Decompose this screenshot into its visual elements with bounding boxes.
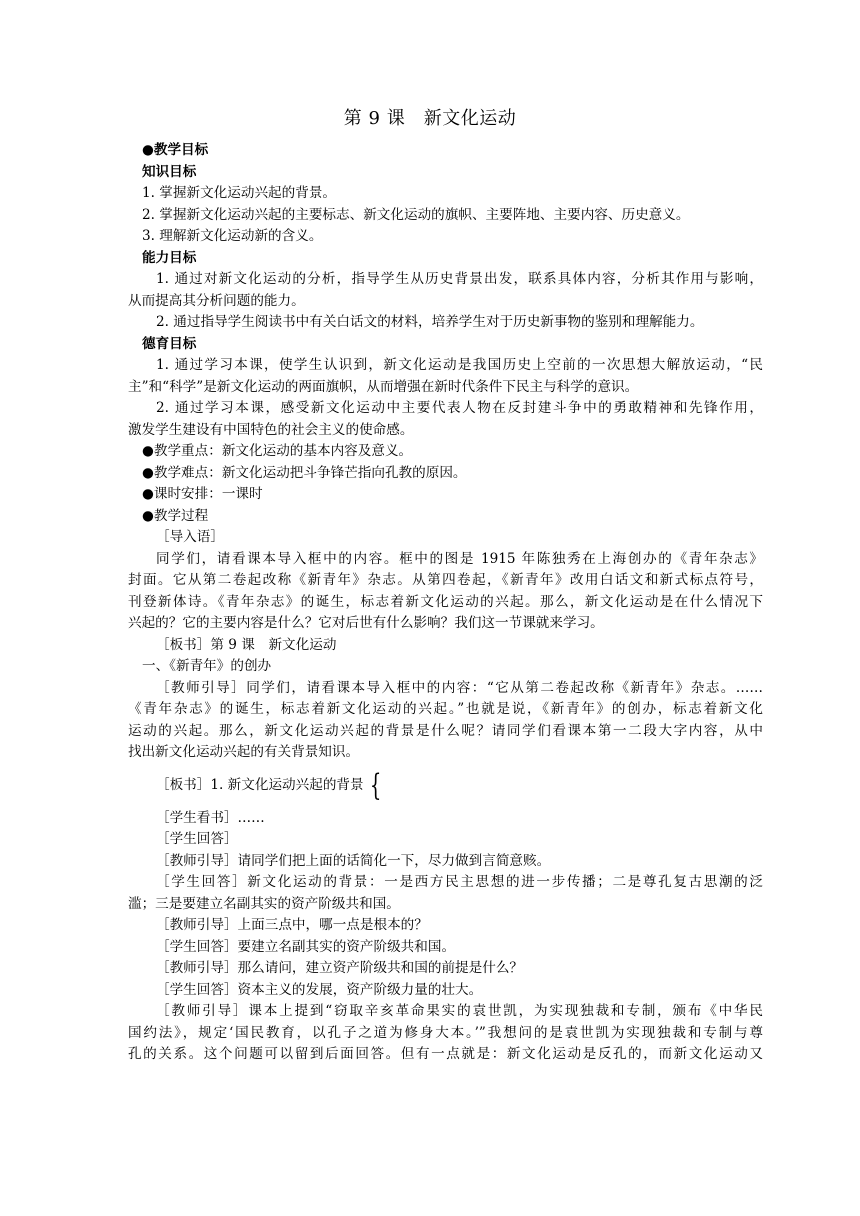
text-line: 兴起的？它的主要内容是什么？它对后世有什么影响？我们这一节课就来学习。 bbox=[128, 615, 604, 631]
text-line: 从而提高其分析问题的能力。 bbox=[128, 292, 305, 309]
text-line: ［学生回答］ bbox=[156, 831, 238, 847]
text-line: ●教学过程 bbox=[142, 507, 209, 524]
text-line: 2. 通过学习本课，感受新文化运动中主要代表人物在反封建斗争中的勇敢精神和先锋作用， bbox=[156, 400, 763, 416]
text-line: 封面。它从第二卷起改称《新青年》杂志。从第四卷起，《新青年》改用白话文和新式标点符号， bbox=[128, 572, 763, 588]
text-line: 运动的兴起。那么，新文化运动兴起的背景是什么呢？请同学们看课本第一二段大字内容，从中 bbox=[128, 722, 763, 739]
text-line: 《青年杂志》的诞生，标志着新文化运动的兴起。”也就是说，《新青年》的创办，标志着新文化 bbox=[128, 701, 763, 717]
text-line: ［学生回答］要建立名副其实的资产阶级共和国。 bbox=[156, 938, 456, 955]
text-line: ［教师引导］上面三点中，哪一点是根本的？ bbox=[156, 917, 428, 933]
text-line: 激发学生建设有中国特色的社会主义的使命感。 bbox=[128, 421, 414, 438]
text-line: 一、《新青年》的创办 bbox=[142, 658, 272, 674]
text-line: 找出新文化运动兴起的有关背景知识。 bbox=[128, 744, 360, 760]
text-line: 1. 掌握新文化运动兴起的背景。 bbox=[142, 185, 337, 201]
text-line: ●教学难点：新文化运动把斗争锋芒指向孔教的原因。 bbox=[142, 464, 467, 481]
text-line: 国约法》，规定‘国民教育，以孔子之道为修身大本。’”我想问的是袁世凯为实现独裁和专制与尊 bbox=[128, 1024, 763, 1041]
text-line: ［导入语］ bbox=[156, 529, 224, 545]
brace-icon: { bbox=[369, 767, 381, 803]
text-line: 2. 掌握新文化运动兴起的主要标志、新文化运动的旗帜、主要阵地、主要内容、历史意义。 bbox=[142, 206, 690, 223]
text-line: 刊登新体诗。《青年杂志》的诞生，标志着新文化运动的兴起。那么，新文化运动是在什么情况下 bbox=[128, 593, 763, 610]
text-line: 能力目标 bbox=[142, 249, 197, 266]
text-line: 主”和“科学”是新文化运动的两面旗帜，从而增强在新时代条件下民主与科学的意识。 bbox=[128, 378, 639, 395]
text-line: 孔的关系。这个问题可以留到后面回答。但有一点就是：新文化运动是反孔的，而新文化运动又 bbox=[128, 1046, 763, 1062]
text-line: 同学们，请看课本导入框中的内容。框中的图是 1915 年陈独秀在上海创办的《青年杂志》 bbox=[156, 550, 763, 567]
text-line: 滥；三是要建立名副其实的资产阶级共和国。 bbox=[128, 895, 400, 912]
text-line: 德育目标 bbox=[142, 335, 197, 352]
text-line: 1. 通过学习本课，使学生认识到，新文化运动是我国历史上空前的一次思想大解放运动，“民 bbox=[156, 357, 763, 373]
board-line bbox=[128, 764, 763, 808]
text-line: 2. 通过指导学生阅读书中有关白话文的材料，培养学生对于历史新事物的鉴别和理解能力。 bbox=[156, 314, 704, 330]
text-line: 知识目标 bbox=[142, 163, 197, 180]
board-text: ［板书］1. 新文化运动兴起的背景 bbox=[156, 776, 364, 793]
text-line: ［教师引导］那么请问，建立资产阶级共和国的前提是什么？ bbox=[156, 960, 524, 976]
text-line: ●教学目标 bbox=[142, 142, 209, 158]
text-line: ［板书］第 9 课 新文化运动 bbox=[156, 636, 337, 653]
text-line: ［学生看书］…… bbox=[156, 809, 265, 826]
document-title: 第 9 课 新文化运动 bbox=[343, 108, 517, 129]
text-line: ［教师引导］同学们，请看课本导入框中的内容：“它从第二卷起改称《新青年》杂志。…… bbox=[156, 679, 763, 696]
text-line: 1. 通过对新文化运动的分析，指导学生从历史背景出发，联系具体内容，分析其作用与影响， bbox=[156, 271, 763, 287]
text-line: ［学生回答］新文化运动的背景：一是西方民主思想的进一步传播；二是尊孔复古思潮的泛 bbox=[156, 874, 763, 890]
document-body bbox=[128, 140, 763, 1066]
text-block-2 bbox=[128, 808, 763, 1066]
text-line: ●课时安排：一课时 bbox=[142, 486, 263, 502]
text-line: ［教师引导］请同学们把上面的话简化一下，尽力做到言简意赅。 bbox=[156, 852, 551, 869]
text-block-1 bbox=[128, 140, 763, 764]
text-line: ［教师引导］课本上提到“窃取辛亥革命果实的袁世凯，为实现独裁和专制，颁布《中华民 bbox=[156, 1003, 763, 1019]
text-line: 3. 理解新文化运动新的含义。 bbox=[142, 228, 323, 244]
text-line: ［学生回答］资本主义的发展，资产阶级力量的壮大。 bbox=[156, 981, 483, 998]
text-line: ●教学重点：新文化运动的基本内容及意义。 bbox=[142, 443, 413, 459]
